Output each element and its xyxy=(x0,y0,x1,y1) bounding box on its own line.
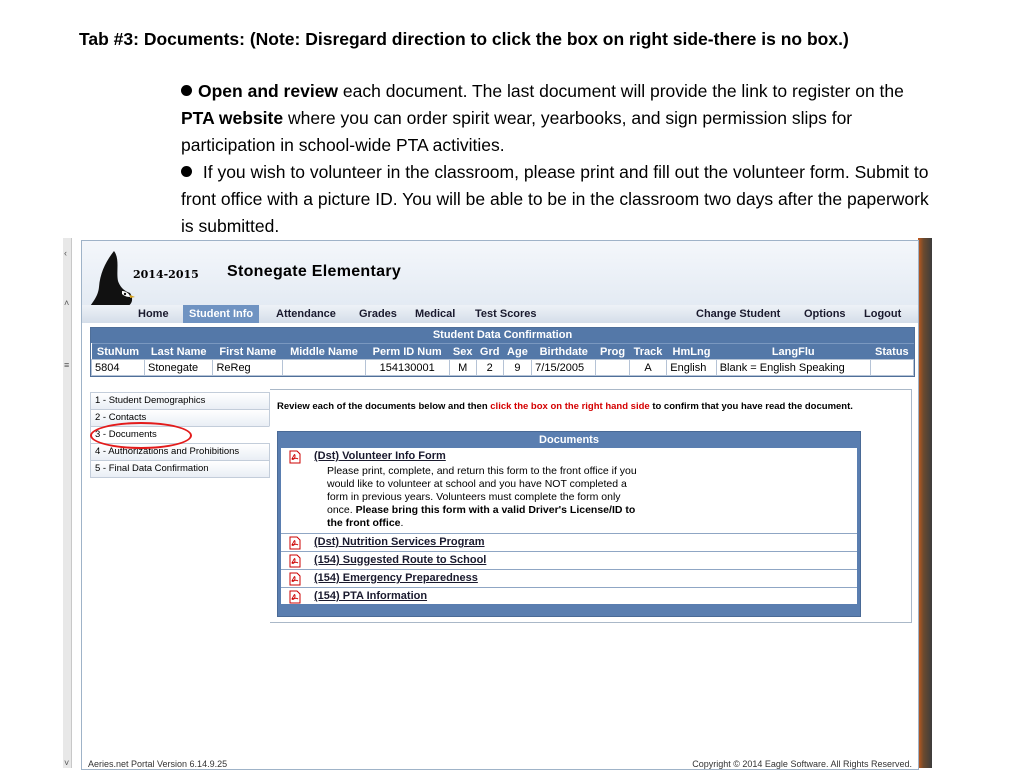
nav-student-info[interactable]: Student Info xyxy=(183,305,259,323)
column-header: Track xyxy=(629,344,667,360)
nav-test-scores[interactable]: Test Scores xyxy=(475,308,537,320)
table-cell: Blank = English Speaking xyxy=(716,360,870,376)
table-cell: ReReg xyxy=(213,360,283,376)
table-cell xyxy=(283,360,365,376)
nav-logout[interactable]: Logout xyxy=(864,308,902,320)
pdf-icon[interactable] xyxy=(289,554,301,568)
student-data-table xyxy=(90,327,915,377)
school-year: 2014-2015 xyxy=(133,268,199,281)
bullet-dot-icon xyxy=(181,85,192,96)
column-header: Status xyxy=(870,344,913,360)
table-cell: M xyxy=(449,360,476,376)
bullet-open-review: Open and review each document. The last document will provide the link to register on the PTA website where you can order spirit wear, yearbooks, and sign permission slips for participation in school-wide PTA activities. xyxy=(181,81,904,155)
column-header: Sex xyxy=(449,344,476,360)
list-item xyxy=(281,588,857,605)
slide-bullets xyxy=(181,78,941,240)
list-item xyxy=(281,552,857,570)
documents-panel xyxy=(270,389,912,623)
nav-home[interactable]: Home xyxy=(138,308,169,320)
tab-documents[interactable]: 3 - Documents xyxy=(90,426,270,443)
doc-link-route[interactable]: (154) Suggested Route to School xyxy=(314,554,487,566)
student-data-title: Student Data Confirmation xyxy=(91,328,914,343)
table-cell: A xyxy=(629,360,667,376)
table-row xyxy=(92,360,914,376)
pdf-icon[interactable] xyxy=(289,590,301,604)
column-header: Grd xyxy=(476,344,503,360)
doc-link-volunteer-form[interactable]: (Dst) Volunteer Info Form xyxy=(314,450,446,462)
column-header: StuNum xyxy=(92,344,145,360)
table-cell: 5804 xyxy=(92,360,145,376)
nav-medical[interactable]: Medical xyxy=(415,308,456,320)
table-cell: 2 xyxy=(476,360,503,376)
column-header: Perm ID Num xyxy=(365,344,449,360)
school-name: Stonegate Elementary xyxy=(227,263,402,280)
column-header: Birthdate xyxy=(532,344,596,360)
bullet-volunteer: If you wish to volunteer in the classroom, please print and fill out the volunteer form. Submit to front office with a picture ID. You will be able to be in the classroom two days after the paperwork is submitted. xyxy=(181,162,929,236)
doc-link-nutrition[interactable]: (Dst) Nutrition Services Program xyxy=(314,536,485,548)
table-cell xyxy=(596,360,629,376)
aeries-portal-window xyxy=(81,240,919,770)
column-header: Last Name xyxy=(144,344,212,360)
copyright-footer: Copyright © 2014 Eagle Software. All Rights Reserved. xyxy=(692,759,912,769)
version-footer: Aeries.net Portal Version 6.14.9.25 xyxy=(88,759,228,769)
doc-link-pta[interactable]: (154) PTA Information xyxy=(314,590,428,602)
table-cell: 9 xyxy=(503,360,531,376)
slide-title: Tab #3: Documents: (Note: Disregard direction to click the box on right side-there is no box.) xyxy=(79,29,849,49)
tab-final-confirmation[interactable]: 5 - Final Data Confirmation xyxy=(90,460,270,478)
documents-list xyxy=(281,448,857,604)
left-scroll-strip[interactable] xyxy=(63,238,72,768)
table-cell: 7/15/2005 xyxy=(532,360,596,376)
table-cell: Stonegate xyxy=(144,360,212,376)
pdf-icon[interactable] xyxy=(289,450,301,464)
nav-grades[interactable]: Grades xyxy=(359,308,397,320)
column-header: First Name xyxy=(213,344,283,360)
list-item xyxy=(281,448,857,534)
tab-authorizations[interactable]: 4 - Authorizations and Prohibitions xyxy=(90,443,270,460)
nav-change-student[interactable]: Change Student xyxy=(696,308,781,320)
documents-box xyxy=(277,431,861,617)
app-header xyxy=(82,241,918,323)
tab-contacts[interactable]: 2 - Contacts xyxy=(90,409,270,426)
list-item xyxy=(281,534,857,552)
chevron-left-icon[interactable]: ‹ xyxy=(64,248,67,258)
documents-title: Documents xyxy=(539,434,599,446)
column-header: Prog xyxy=(596,344,629,360)
main-nav xyxy=(82,305,918,323)
column-header: Age xyxy=(503,344,531,360)
column-header: LangFlu xyxy=(716,344,870,360)
nav-options[interactable]: Options xyxy=(804,308,846,320)
table-cell xyxy=(870,360,913,376)
menu-icon[interactable]: ≡ xyxy=(64,360,70,370)
red-highlight-circle xyxy=(90,422,192,449)
doc-description: Please print, complete, and return this form to the front office if you would like to volunteer at school and you have NOT completed a form in previous years. Volunteers must complete the form only once. Please bring this form with a valid Driver's License/ID to the front office. xyxy=(327,465,637,529)
table-cell: 154130001 xyxy=(365,360,449,376)
tab-student-demographics[interactable]: 1 - Student Demographics xyxy=(90,392,270,409)
bullet-dot-icon xyxy=(181,166,192,177)
column-header: HmLng xyxy=(667,344,716,360)
doc-link-emergency[interactable]: (154) Emergency Preparedness xyxy=(314,572,478,584)
review-instructions: Review each of the documents below and then click the box on the right hand side to confirm that you have read the document. xyxy=(277,401,853,412)
right-panel-strip xyxy=(918,238,932,768)
pdf-icon[interactable] xyxy=(289,536,301,550)
nav-attendance[interactable]: Attendance xyxy=(276,308,336,320)
chevron-up-icon[interactable]: ˄ xyxy=(64,298,70,308)
chevron-down-icon[interactable]: ˅ xyxy=(64,758,70,768)
column-header: Middle Name xyxy=(283,344,365,360)
table-cell: English xyxy=(667,360,716,376)
pdf-icon[interactable] xyxy=(289,572,301,586)
table-header-row xyxy=(92,344,914,360)
list-item xyxy=(281,570,857,588)
